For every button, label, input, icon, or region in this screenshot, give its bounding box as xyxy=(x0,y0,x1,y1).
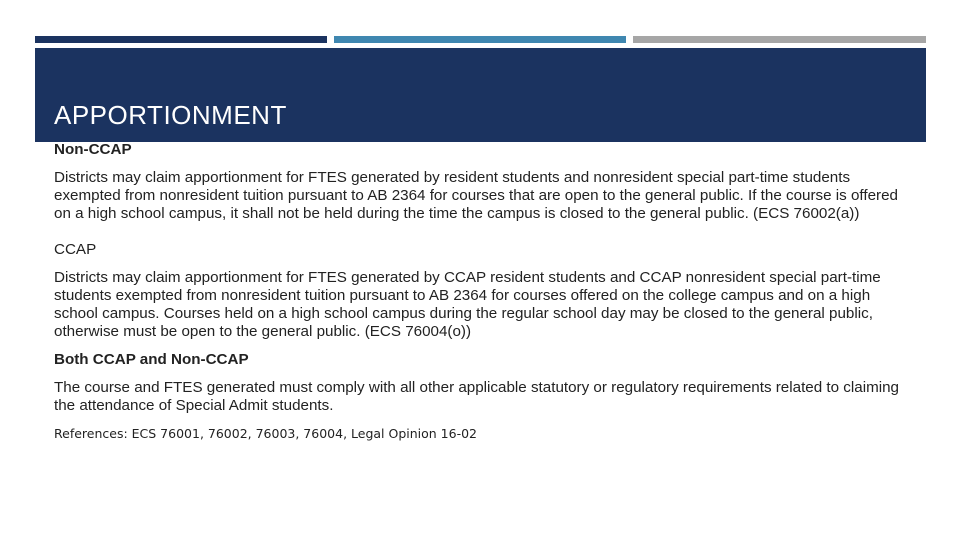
section-heading-ccap: CCAP xyxy=(54,241,97,258)
section-heading-both: Both CCAP and Non-CCAP xyxy=(54,351,249,368)
accent-bar-gray xyxy=(633,36,926,43)
slide-content xyxy=(54,141,916,443)
section-body-both: The course and FTES generated must comply with all other applicable statutory or regulatory requirements related to claiming the attendance of Special Admit students. xyxy=(54,379,900,414)
section-heading-non-ccap: Non-CCAP xyxy=(54,141,132,158)
section-body-ccap: Districts may claim apportionment for FTES generated by CCAP resident students and CCAP nonresident special part-time students exempted from nonresident tuition pursuant to AB 2364 for courses offered on the college campus and on a high school campus. Courses held on a high school campus during the regular school day may be closed to the general public, otherwise must be open to the general public. (ECS 76004(o)) xyxy=(54,269,881,340)
accent-bar-navy xyxy=(35,36,327,43)
references-text: References: ECS 76001, 76002, 76003, 76004, Legal Opinion 16-02 xyxy=(54,426,478,441)
slide-title: APPORTIONMENT xyxy=(54,100,287,130)
section-body-non-ccap: Districts may claim apportionment for FTES generated by resident students and nonresident special part-time students exempted from nonresident tuition pursuant to AB 2364 for courses that are open to the general public. If the course is offered on a high school campus, it shall not be held during the time the campus is closed to the general public. (ECS 76002(a)) xyxy=(54,169,898,222)
accent-bar-blue xyxy=(334,36,626,43)
